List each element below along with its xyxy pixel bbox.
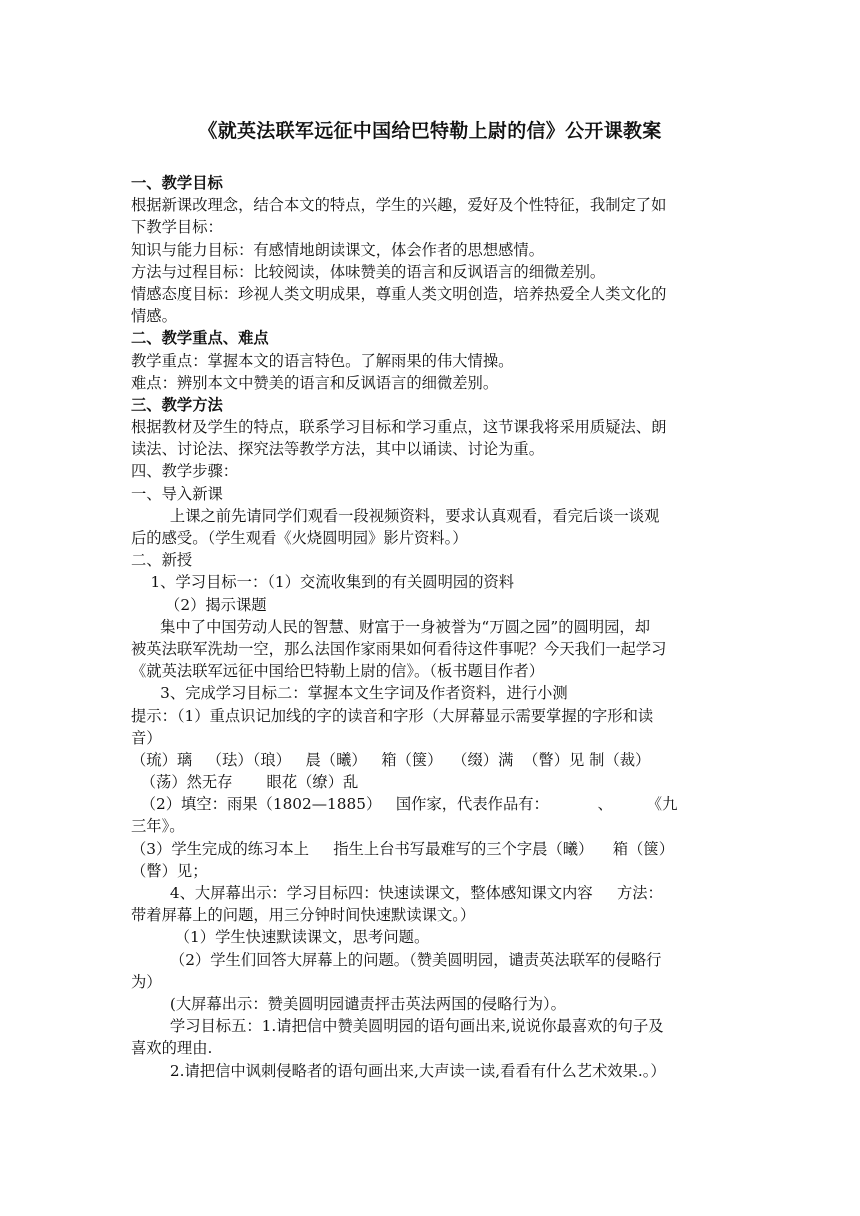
text-line: 《就英法联军远征中国给巴特勒上尉的信》。（板书题目作者） [131,662,545,681]
text-line: 为） [131,972,162,991]
text-line: 2.请把信中讽刺侵略者的语句画出来,大声读一读,看看有什么艺术效果.。） [131,1061,666,1080]
text-line: 根据新课改理念，结合本文的特点，学生的兴趣，爱好及个性特征，我制定了如 [131,196,667,215]
text-line: 情感。 [131,307,177,326]
text-line: 二、新授 [131,551,193,570]
text-line: （荡）然无存 眼花（缭）乱 [131,773,359,792]
text-line: （琉）璃 （珐）（琅） 晨（曦） 箱（箧） （缀）满 （瞥）见 制（裁） [131,750,651,769]
text-line: 带着屏幕上的问题，用三分钟时间快速默读课文。） [131,906,476,925]
text-line: 情感态度目标：珍视人类文明成果，尊重人类文明创造，培养热爱全人类文化的 [131,284,667,303]
text-line: 集中了中国劳动人民的智慧、财富于一身被誉为“万圆之园”的圆明园，却 [131,617,651,636]
text-line: 1、学习目标一：（1）交流收集到的有关圆明园的资料 [131,573,515,592]
text-line: (大屏幕出示：赞美圆明园谴责抨击英法两国的侵略行为）。 [131,994,566,1013]
text-line: 一、导入新课 [131,484,223,503]
text-line: 提示：（1）重点识记加线的字的读音和字形（大屏幕显示需要掌握的字形和读 [131,706,654,725]
document-title: 《就英法联军远征中国给巴特勒上尉的信》公开课教案 [198,120,662,142]
text-line: （瞥）见； [131,861,208,880]
text-line: 音） [131,728,162,747]
text-line: （3）学生完成的练习本上 指生上台书写最难写的三个字晨（曦） 箱（箧） [131,839,674,858]
text-line: 下教学目标： [131,218,223,237]
text-line: 后的感受。（学生观看《火烧圆明园》影片资料。） [131,529,468,547]
text-line: 被英法联军洗劫一空，那么法国作家雨果如何看待这件事呢？今天我们一起学习 [131,639,667,658]
text-line: 教学重点：掌握本文的语言特色。了解雨果的伟大情操。 [131,351,514,370]
text-line: 根据教材及学生的特点，联系学习目标和学习重点，这节课我将采用质疑法、朗 [131,418,667,437]
section-heading: 三、教学方法 [131,395,223,414]
text-line: 上课之前先请同学们观看一段视频资料，要求认真观看，看完后谈一谈观 [131,506,660,525]
text-line: 方法与过程目标：比较阅读，体味赞美的语言和反讽语言的细微差别。 [131,262,606,281]
text-line: 喜欢的理由. [131,1039,213,1058]
text-line: （2）填空：雨果（1802—1885） 国作家，代表作品有： 、 《九 [131,795,678,814]
text-line: 学习目标五：1.请把信中赞美圆明园的语句画出来,说说你最喜欢的句子及 [131,1017,664,1036]
text-line: （2）学生们回答大屏幕上的问题。（赞美圆明园，谴责英法联军的侵略行 [131,950,662,969]
text-line: 难点：辨别本文中赞美的语言和反讽语言的细微差别。 [131,373,499,392]
text-line: 三年》。 [131,817,185,836]
section-heading: 一、教学目标 [131,174,223,192]
text-line: 读法、讨论法、探究法等教学方法，其中以诵读、讨论为重。 [131,440,545,459]
text-line: （2）揭示课题 [131,595,267,614]
text-line: （1）学生快速默读课文，思考问题。 [131,928,430,947]
text-line: 知识与能力目标：有感情地朗读课文，体会作者的思想感情。 [131,240,545,259]
document-body [131,172,731,1082]
section-heading: 二、教学重点、难点 [131,329,269,348]
text-line: 四、教学步骤： [131,462,239,481]
text-line: 4、大屏幕出示：学习目标四：快速读课文，整体感知课文内容 方法： [131,884,663,902]
text-line: 3、完成学习目标二：掌握本文生字词及作者资料，进行小测 [131,684,568,703]
